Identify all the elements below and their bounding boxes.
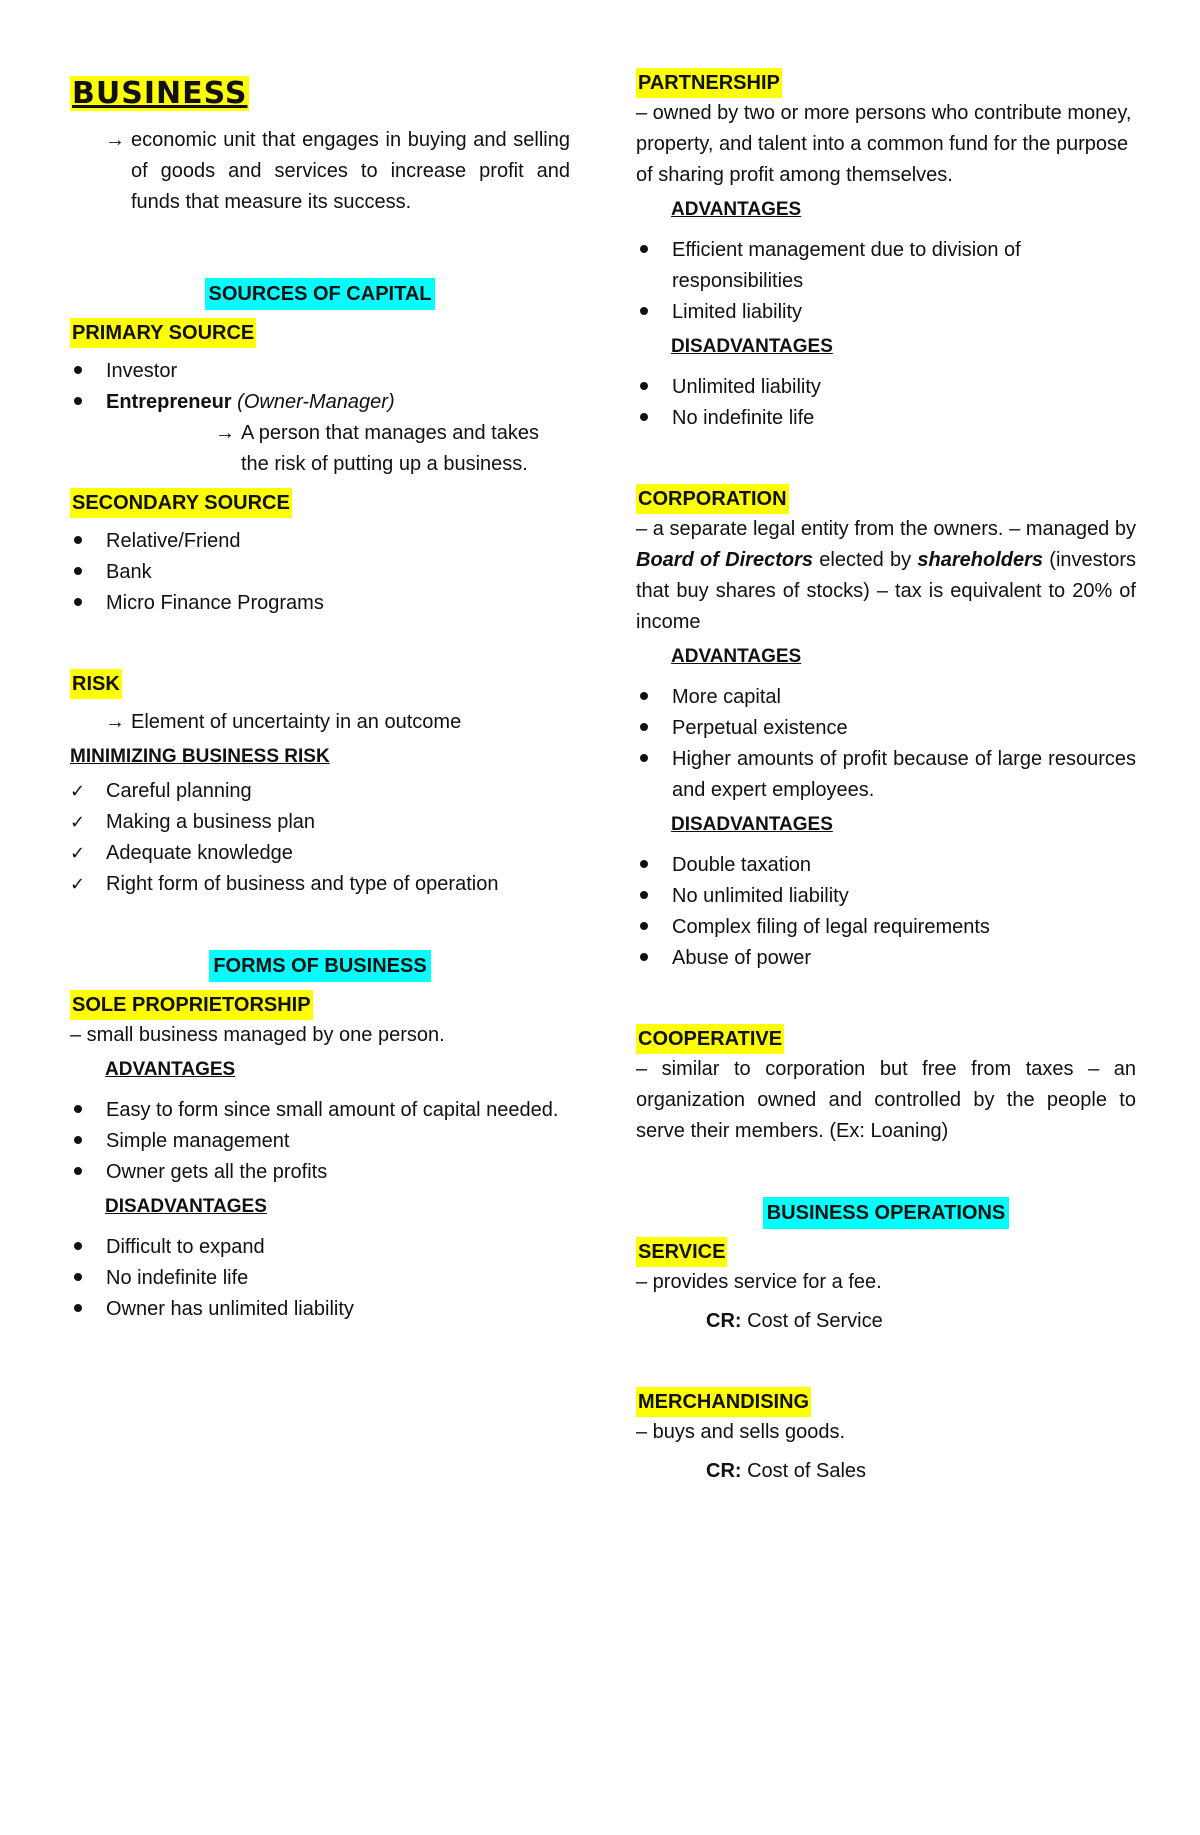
risk-definition: → Element of uncertainty in an outcome [70,707,570,738]
merchandising-label: MERCHANDISING [636,1387,811,1417]
cooperative-desc: – similar to corporation but free from taxes – an organization owned and controlled by the people to serve their members. (Ex: Loaning) [636,1058,1136,1142]
bullet-icon [74,1304,82,1312]
bullet-icon [640,860,648,868]
sole-proprietorship-desc: – small business managed by one person. [70,1024,445,1046]
bullet-icon [640,382,648,390]
sole-disadvantages-label: DISADVANTAGES [105,1196,267,1217]
corporation-advantages-label: ADVANTAGES [671,646,802,667]
arrow-icon: → [105,129,125,151]
list-item: Efficient management due to division of responsibilities [636,235,1136,297]
bullet-icon [74,567,82,575]
risk-label: RISK [70,669,122,699]
business-operations-heading: BUSINESS OPERATIONS [763,1197,1010,1229]
left-column [70,68,570,1325]
entrepreneur-definition: → A person that manages and takes the risk of putting up a business. [70,418,570,480]
business-definition: → economic unit that engages in buying and selling of goods and services to increase profit and funds that measure its success. [70,125,570,218]
merchandising-cr: CR: Cost of Sales [706,1460,867,1482]
check-icon: ✓ [70,874,86,895]
list-item: Entrepreneur (Owner-Manager) [70,387,570,418]
corporation-disadvantages-list [636,850,1136,974]
secondary-source-label: SECONDARY SOURCE [70,488,292,518]
corporation-disadvantages-label: DISADVANTAGES [671,814,833,835]
service-label: SERVICE [636,1237,727,1267]
service-desc: – provides service for a fee. [636,1271,882,1293]
list-item: ✓ Adequate knowledge [70,838,570,869]
list-item: Difficult to expand [70,1232,570,1263]
sole-disadvantages-list [70,1232,570,1325]
business-title: BUSINESS [72,76,248,111]
list-item: Limited liability [636,297,1136,328]
bullet-icon [640,922,648,930]
bullet-icon [74,1105,82,1113]
list-item: Double taxation [636,850,1136,881]
arrow-icon: → [215,422,235,444]
list-item: Simple management [70,1126,570,1157]
bullet-icon [640,891,648,899]
partnership-desc: – owned by two or more persons who contribute money, property, and talent into a common fund for the purpose of sharing profit among themselves. [636,102,1132,186]
list-item: Investor [70,356,570,387]
bullet-icon [74,397,82,405]
check-icon: ✓ [70,843,86,864]
minimizing-risk-list [70,776,570,900]
list-item: ✓ Careful planning [70,776,570,807]
secondary-source-list [70,526,570,619]
check-icon: ✓ [70,781,86,802]
list-item: Bank [70,557,570,588]
corporation-label: CORPORATION [636,484,789,514]
check-icon: ✓ [70,812,86,833]
bullet-icon [74,1136,82,1144]
corporation-desc: – a separate legal entity from the owners. – managed by Board of Directors elected by shareholders (investors that buy shares of stocks) – tax is equivalent to 20% of income [636,518,1136,633]
bullet-icon [640,723,648,731]
partnership-disadvantages-list [636,372,1136,434]
sole-proprietorship-label: SOLE PROPRIETORSHIP [70,990,313,1020]
list-item: Easy to form since small amount of capital needed. [70,1095,570,1126]
primary-source-label: PRIMARY SOURCE [70,318,256,348]
list-item: Relative/Friend [70,526,570,557]
list-item: Owner gets all the profits [70,1157,570,1188]
bullet-icon [74,536,82,544]
list-item: Higher amounts of profit because of large resources and expert employees. [636,744,1136,806]
list-item: Perpetual existence [636,713,1136,744]
list-item: Complex filing of legal requirements [636,912,1136,943]
bullet-icon [74,598,82,606]
partnership-disadvantages-label: DISADVANTAGES [671,336,833,357]
minimizing-risk-label: MINIMIZING BUSINESS RISK [70,746,330,767]
list-item: Unlimited liability [636,372,1136,403]
sole-advantages-label: ADVANTAGES [105,1059,236,1080]
bullet-icon [640,692,648,700]
list-item: ✓ Making a business plan [70,807,570,838]
list-item: More capital [636,682,1136,713]
bullet-icon [74,1273,82,1281]
bullet-icon [640,754,648,762]
list-item: Micro Finance Programs [70,588,570,619]
bullet-icon [640,245,648,253]
right-column [636,68,1136,1487]
bullet-icon [640,413,648,421]
list-item: No indefinite life [70,1263,570,1294]
list-item: ✓ Right form of business and type of operation [70,869,570,900]
corporation-advantages-list [636,682,1136,806]
partnership-label: PARTNERSHIP [636,68,782,98]
bullet-icon [74,1167,82,1175]
bullet-icon [74,366,82,374]
sources-of-capital-heading: SOURCES OF CAPITAL [205,278,436,310]
bullet-icon [74,1242,82,1250]
bullet-icon [640,953,648,961]
list-item: Abuse of power [636,943,1136,974]
service-cr: CR: Cost of Service [706,1310,883,1332]
partnership-advantages-list [636,235,1136,328]
partnership-advantages-label: ADVANTAGES [671,199,802,220]
primary-source-list [70,356,570,418]
forms-of-business-heading: FORMS OF BUSINESS [209,950,430,982]
sole-advantages-list [70,1095,570,1188]
list-item: No unlimited liability [636,881,1136,912]
bullet-icon [640,307,648,315]
arrow-icon: → [105,711,125,733]
cooperative-label: COOPERATIVE [636,1024,784,1054]
list-item: Owner has unlimited liability [70,1294,570,1325]
merchandising-desc: – buys and sells goods. [636,1421,846,1443]
list-item: No indefinite life [636,403,1136,434]
